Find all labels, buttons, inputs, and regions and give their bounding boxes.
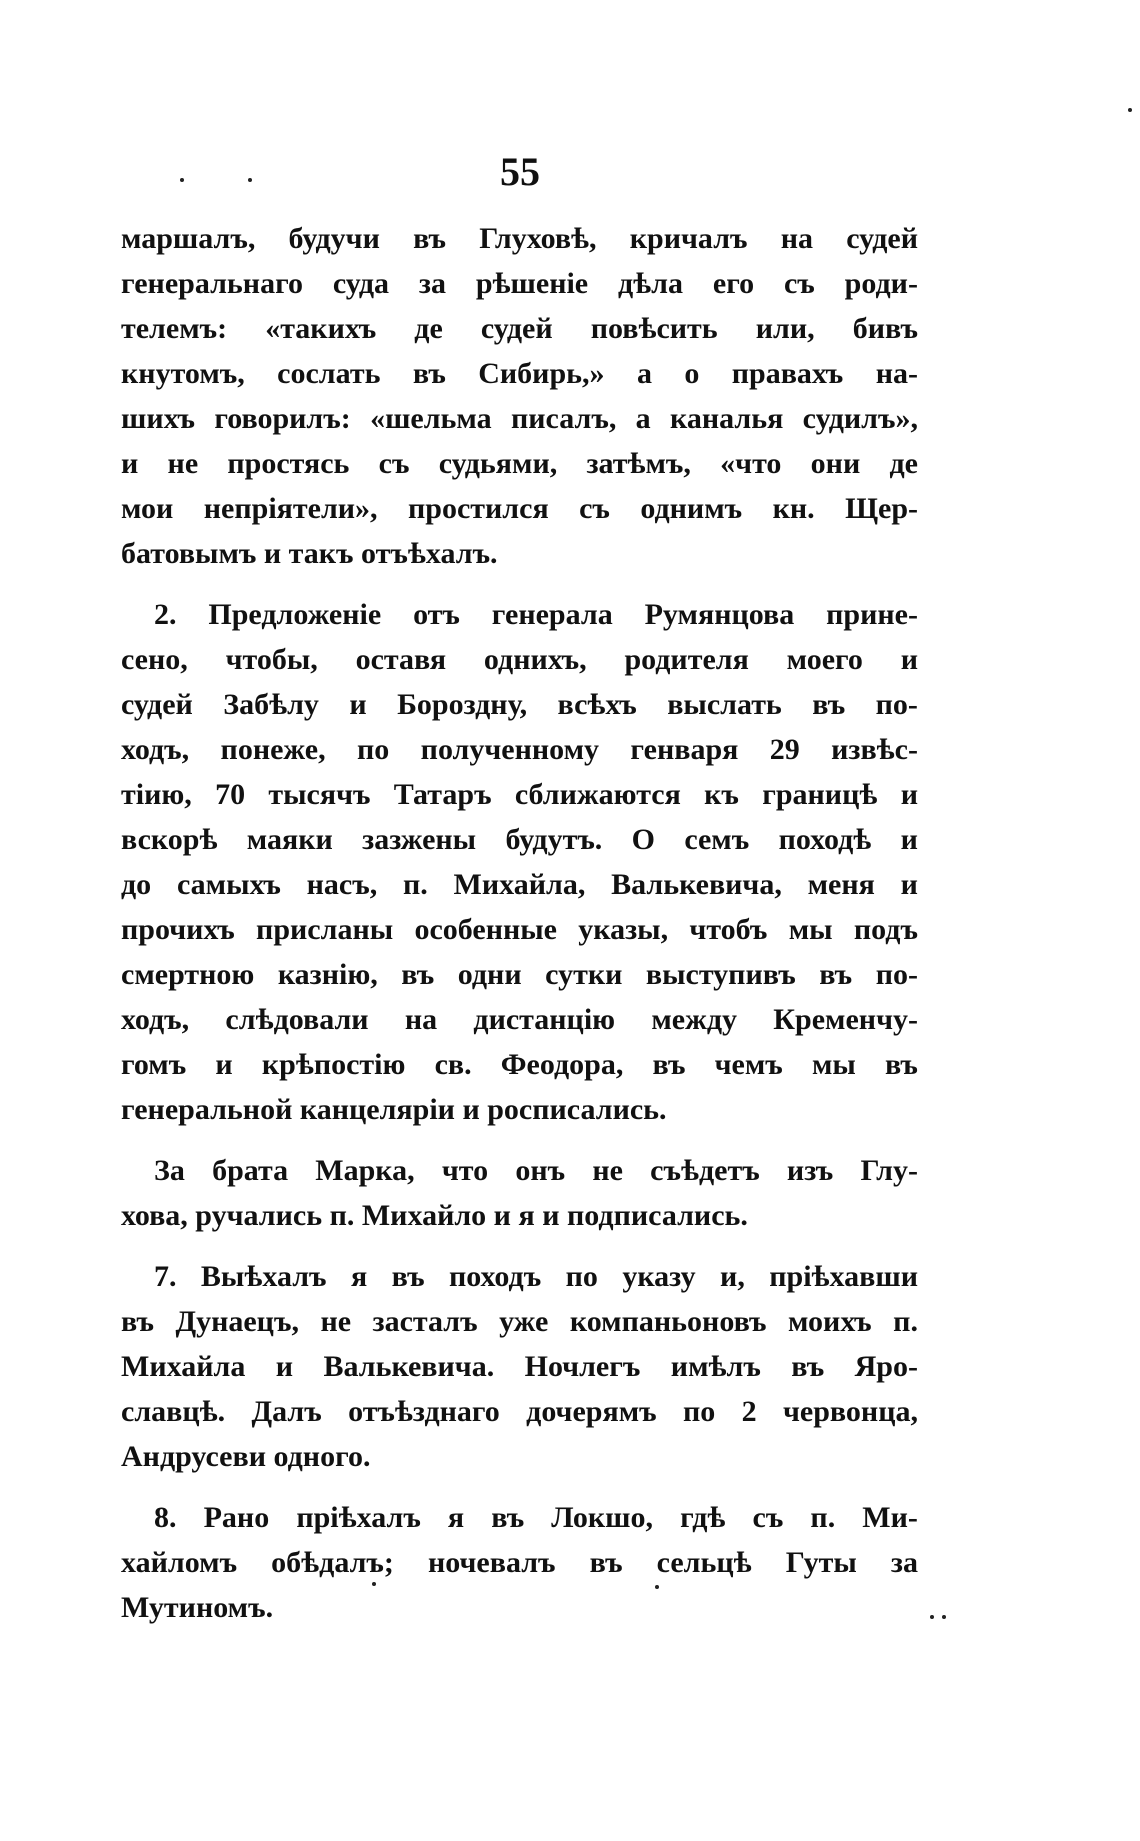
word: чемъ bbox=[714, 1048, 783, 1081]
word: мы bbox=[811, 1048, 856, 1081]
word: извѣс- bbox=[831, 733, 918, 766]
word: сено, bbox=[121, 643, 188, 676]
word: простясь bbox=[227, 447, 350, 480]
word: шихъ bbox=[121, 402, 195, 435]
print-speck bbox=[372, 1582, 376, 1586]
word: и bbox=[900, 778, 918, 811]
word: «такихъ bbox=[265, 312, 377, 345]
text-line bbox=[121, 486, 918, 531]
word: всѣхъ bbox=[557, 688, 637, 721]
word: Татаръ bbox=[393, 778, 492, 811]
text-line: Мутиномъ. bbox=[121, 1591, 274, 1624]
word: писалъ, bbox=[510, 402, 617, 435]
word: п. bbox=[402, 868, 428, 901]
word: 2. bbox=[154, 598, 177, 631]
word: Яро- bbox=[854, 1350, 918, 1383]
print-speck bbox=[180, 178, 184, 182]
word: или, bbox=[755, 312, 815, 345]
word: по- bbox=[875, 958, 918, 991]
word: пріѣхавши bbox=[769, 1260, 918, 1293]
word: границѣ bbox=[762, 778, 878, 811]
word: и bbox=[900, 823, 918, 856]
word: его bbox=[712, 267, 755, 300]
word: въ bbox=[812, 688, 846, 721]
word: въ bbox=[884, 1048, 918, 1081]
word: съ bbox=[752, 1501, 784, 1534]
word: св. bbox=[434, 1048, 472, 1081]
word: сельцѣ bbox=[656, 1546, 752, 1579]
word: О bbox=[631, 823, 655, 856]
word: выслать bbox=[667, 688, 782, 721]
word: слѣдовали bbox=[225, 1003, 369, 1036]
word: моего bbox=[786, 643, 863, 676]
word: Рано bbox=[203, 1501, 270, 1534]
word: въ bbox=[121, 1305, 154, 1338]
word: они bbox=[810, 447, 861, 480]
word: и bbox=[900, 868, 918, 901]
text-line bbox=[121, 396, 918, 441]
word: мы bbox=[788, 913, 833, 946]
word: въ bbox=[652, 1048, 686, 1081]
word: де bbox=[889, 447, 918, 480]
paragraph bbox=[121, 1254, 918, 1479]
word: въ bbox=[491, 1501, 525, 1534]
word: въ bbox=[391, 1260, 425, 1293]
text-line bbox=[121, 637, 918, 682]
word: будучи bbox=[288, 222, 380, 255]
word: и bbox=[900, 643, 918, 676]
word: затѣмъ, bbox=[586, 447, 691, 480]
word: пріѣхалъ bbox=[296, 1501, 421, 1534]
word: съ bbox=[579, 492, 610, 525]
word: судей bbox=[121, 688, 193, 721]
word: указы, bbox=[578, 913, 669, 946]
word: ходъ, bbox=[121, 1003, 190, 1036]
text-line bbox=[121, 306, 918, 351]
print-speck bbox=[655, 1585, 659, 1589]
word: съ bbox=[378, 447, 410, 480]
word: 8. bbox=[154, 1501, 177, 1534]
print-speck bbox=[942, 1615, 946, 1619]
text-line bbox=[121, 261, 918, 306]
paragraph bbox=[121, 1148, 918, 1238]
word: по- bbox=[875, 688, 918, 721]
text-line bbox=[121, 1344, 918, 1389]
word: я bbox=[447, 1501, 465, 1534]
word: маяки bbox=[246, 823, 333, 856]
text-line bbox=[121, 592, 918, 637]
word: де bbox=[414, 312, 443, 345]
paragraph bbox=[121, 1495, 918, 1630]
word: компаньоновъ bbox=[569, 1305, 767, 1338]
word: правахъ bbox=[731, 357, 844, 390]
word: однимъ bbox=[640, 492, 743, 525]
page-number: 55 bbox=[500, 149, 540, 194]
word: присланы bbox=[256, 913, 394, 946]
word: чтобы, bbox=[225, 643, 318, 676]
word: судьями, bbox=[438, 447, 558, 480]
word: будутъ. bbox=[505, 823, 603, 856]
word: роди- bbox=[844, 267, 918, 300]
text-line: хова, ручались п. Михайло и я и подписались. bbox=[121, 1199, 748, 1232]
word: особенные bbox=[414, 913, 557, 946]
text-line bbox=[121, 216, 918, 261]
word: «что bbox=[720, 447, 782, 480]
word: непріятели», bbox=[203, 492, 378, 525]
word: Феодора, bbox=[500, 1048, 624, 1081]
word: уже bbox=[499, 1305, 549, 1338]
word: вскорѣ bbox=[121, 823, 218, 856]
text-line bbox=[121, 727, 918, 772]
word: не bbox=[167, 447, 199, 480]
word: Михайла, bbox=[453, 868, 586, 901]
word: сослать bbox=[277, 357, 381, 390]
word: п. bbox=[810, 1501, 836, 1534]
word: что bbox=[441, 1154, 489, 1187]
body-text bbox=[121, 216, 918, 1646]
word: маршалъ, bbox=[121, 222, 256, 255]
word: генерала bbox=[491, 598, 613, 631]
word: родителя bbox=[624, 643, 749, 676]
word: сутки bbox=[545, 958, 623, 991]
word: а bbox=[636, 357, 652, 390]
word: 2 bbox=[741, 1395, 757, 1428]
word: Щер- bbox=[845, 492, 918, 525]
word: каналья bbox=[670, 402, 784, 435]
text-line bbox=[121, 907, 918, 952]
word: хайломъ bbox=[121, 1546, 238, 1579]
word: за bbox=[418, 267, 446, 300]
word: Кременчу- bbox=[773, 1003, 918, 1036]
word: въ bbox=[589, 1546, 623, 1579]
text-line: Андрусеви одного. bbox=[121, 1440, 371, 1473]
word: дистанцію bbox=[473, 1003, 616, 1036]
paragraph bbox=[121, 592, 918, 1132]
word: понеже, bbox=[220, 733, 326, 766]
word: и bbox=[349, 688, 367, 721]
word: червонца, bbox=[783, 1395, 918, 1428]
word: кнутомъ, bbox=[121, 357, 245, 390]
word: въ bbox=[413, 222, 447, 255]
word: оставя bbox=[355, 643, 447, 676]
word: судилъ», bbox=[802, 402, 918, 435]
word: насъ, bbox=[306, 868, 378, 901]
word: кн. bbox=[772, 492, 815, 525]
text-line bbox=[121, 1148, 918, 1193]
word: гдѣ bbox=[680, 1501, 726, 1534]
word: тіию, bbox=[121, 778, 192, 811]
text-line bbox=[121, 817, 918, 862]
word: не bbox=[592, 1154, 623, 1187]
text-line bbox=[121, 772, 918, 817]
word: крѣпостію bbox=[261, 1048, 406, 1081]
word: зазжены bbox=[362, 823, 477, 856]
word: повѣсить bbox=[590, 312, 718, 345]
word: Валькевича. bbox=[323, 1350, 495, 1383]
word: сближаются bbox=[514, 778, 681, 811]
text-line bbox=[121, 1254, 918, 1299]
word: имѣлъ bbox=[670, 1350, 761, 1383]
text-line bbox=[121, 682, 918, 727]
word: моихъ bbox=[788, 1305, 872, 1338]
word: говорилъ: bbox=[214, 402, 351, 435]
word: отъ bbox=[413, 598, 460, 631]
word: Дунаецъ, bbox=[175, 1305, 299, 1338]
text-line bbox=[121, 952, 918, 997]
word: Забѣлу bbox=[223, 688, 319, 721]
word: въ bbox=[791, 1350, 825, 1383]
word: славцѣ. bbox=[121, 1395, 226, 1428]
text-line bbox=[121, 351, 918, 396]
word: отъѣзднаго bbox=[348, 1395, 500, 1428]
word: 29 bbox=[769, 733, 800, 766]
word: рѣшеніе bbox=[475, 267, 589, 300]
word: и bbox=[215, 1048, 233, 1081]
word: засталъ bbox=[372, 1305, 478, 1338]
word: судей bbox=[846, 222, 918, 255]
word: брата bbox=[212, 1154, 289, 1187]
word: тысячъ bbox=[268, 778, 371, 811]
word: я bbox=[350, 1260, 368, 1293]
word: и bbox=[275, 1350, 294, 1383]
print-speck bbox=[248, 178, 252, 182]
word: семъ bbox=[684, 823, 750, 856]
paragraph bbox=[121, 216, 918, 576]
word: генваря bbox=[630, 733, 739, 766]
word: Валькевича, bbox=[611, 868, 782, 901]
word: по bbox=[682, 1395, 716, 1428]
word: до bbox=[121, 868, 152, 901]
word: 70 bbox=[215, 778, 246, 811]
word: на bbox=[780, 222, 813, 255]
text-line bbox=[121, 997, 918, 1042]
word: Предложеніе bbox=[208, 598, 382, 631]
word: «шельма bbox=[370, 402, 492, 435]
word: Выѣхалъ bbox=[200, 1260, 327, 1293]
text-line bbox=[121, 1389, 918, 1434]
word: прине- bbox=[826, 598, 918, 631]
word: дочерямъ bbox=[526, 1395, 657, 1428]
word: въ bbox=[819, 958, 853, 991]
word: Далъ bbox=[251, 1395, 322, 1428]
word: выступивъ bbox=[645, 958, 796, 991]
word: Марка, bbox=[315, 1154, 415, 1187]
print-speck bbox=[1128, 108, 1132, 112]
word: полученному bbox=[420, 733, 600, 766]
word: Михайла bbox=[121, 1350, 246, 1383]
word: съ bbox=[783, 267, 815, 300]
word: за bbox=[890, 1546, 918, 1579]
word: изъ bbox=[786, 1154, 834, 1187]
word: меня bbox=[807, 868, 875, 901]
word: онъ bbox=[515, 1154, 566, 1187]
text-line bbox=[121, 441, 918, 486]
text-line: генеральной канцеляріи и росписались. bbox=[121, 1093, 667, 1126]
word: по bbox=[356, 733, 390, 766]
word: и bbox=[121, 447, 139, 480]
word: Локшо, bbox=[551, 1501, 653, 1534]
word: одни bbox=[457, 958, 522, 991]
word: подъ bbox=[853, 913, 918, 946]
word: Бороздну, bbox=[397, 688, 528, 721]
word: Глуховѣ, bbox=[479, 222, 597, 255]
word: на- bbox=[875, 357, 918, 390]
word: въ bbox=[412, 357, 446, 390]
word: Ми- bbox=[862, 1501, 918, 1534]
text-line bbox=[121, 862, 918, 907]
word: а bbox=[635, 402, 651, 435]
word: прочихъ bbox=[121, 913, 235, 946]
print-speck bbox=[930, 1615, 934, 1619]
text-line: батовымъ и такъ отъѣхалъ. bbox=[121, 537, 498, 570]
word: въ bbox=[401, 958, 435, 991]
word: ночевалъ bbox=[428, 1546, 556, 1579]
word: по bbox=[565, 1260, 598, 1293]
word: Сибирь,» bbox=[478, 357, 605, 390]
text-line bbox=[121, 1540, 918, 1585]
word: 7. bbox=[154, 1260, 177, 1293]
word: судей bbox=[480, 312, 553, 345]
word: суда bbox=[332, 267, 390, 300]
word: на bbox=[404, 1003, 438, 1036]
word: генеральнаго bbox=[121, 267, 303, 300]
word: однихъ, bbox=[483, 643, 587, 676]
word: телемъ: bbox=[121, 312, 228, 345]
word: кричалъ bbox=[629, 222, 748, 255]
word: гомъ bbox=[121, 1048, 187, 1081]
word: За bbox=[154, 1154, 185, 1187]
word: указу bbox=[622, 1260, 696, 1293]
word: дѣла bbox=[618, 267, 684, 300]
word: Ночлегъ bbox=[524, 1350, 641, 1383]
word: между bbox=[651, 1003, 738, 1036]
word: не bbox=[320, 1305, 352, 1338]
word: ходъ, bbox=[121, 733, 190, 766]
word: самыхъ bbox=[176, 868, 281, 901]
word: Румянцова bbox=[644, 598, 795, 631]
word: о bbox=[684, 357, 700, 390]
word: бивъ bbox=[852, 312, 918, 345]
word: и, bbox=[720, 1260, 745, 1293]
word: смертною bbox=[121, 958, 255, 991]
word: Глу- bbox=[860, 1154, 918, 1187]
word: обѣдалъ; bbox=[271, 1546, 394, 1579]
text-line bbox=[121, 1042, 918, 1087]
word: мои bbox=[121, 492, 174, 525]
word: Гуты bbox=[785, 1546, 857, 1579]
text-line bbox=[121, 1299, 918, 1344]
word: походѣ bbox=[778, 823, 872, 856]
word: казнію, bbox=[277, 958, 378, 991]
word: чтобъ bbox=[689, 913, 768, 946]
word: къ bbox=[704, 778, 739, 811]
word: п. bbox=[893, 1305, 918, 1338]
word: съѣдетъ bbox=[650, 1154, 760, 1187]
text-line bbox=[121, 1495, 918, 1540]
word: простился bbox=[407, 492, 549, 525]
word: походъ bbox=[449, 1260, 542, 1293]
